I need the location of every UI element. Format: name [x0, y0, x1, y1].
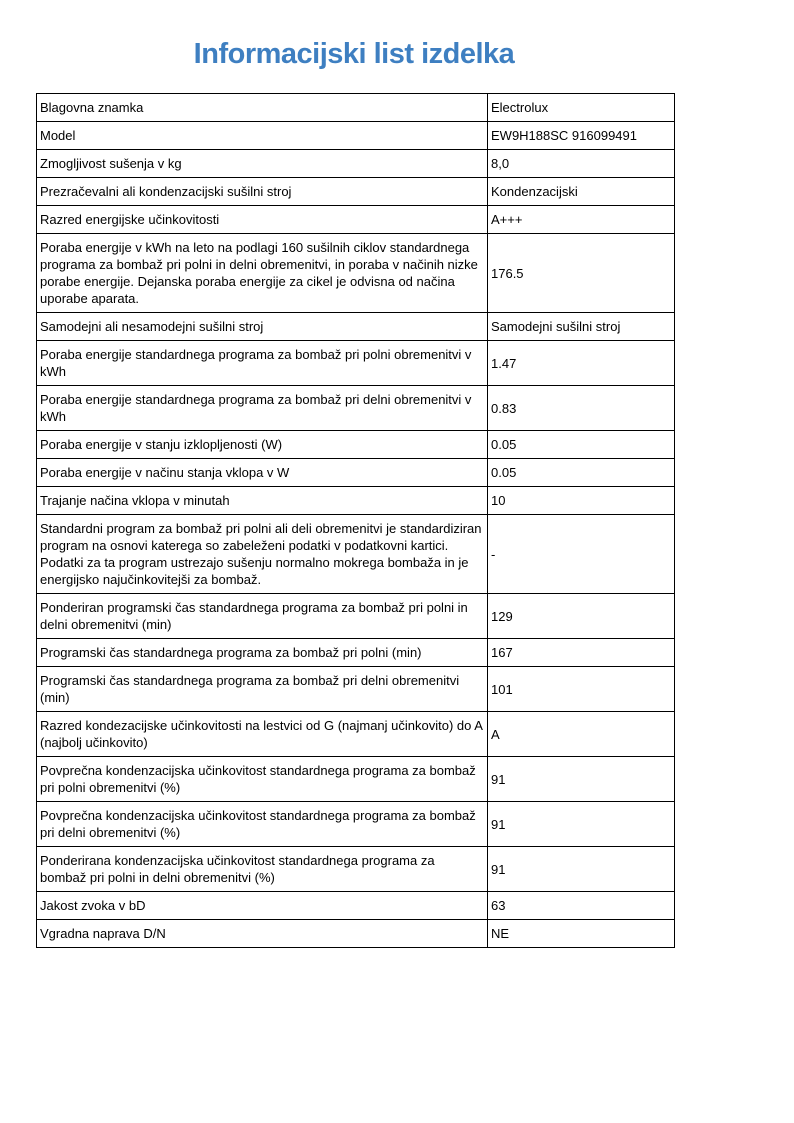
row-label: Poraba energije v načinu stanja vklopa v W — [37, 459, 488, 487]
table-row — [37, 892, 675, 920]
row-value: 129 — [488, 594, 675, 639]
table-row — [37, 94, 675, 122]
table-row — [37, 386, 675, 431]
row-label: Model — [37, 122, 488, 150]
table-row — [37, 712, 675, 757]
table-row — [37, 178, 675, 206]
row-value: 167 — [488, 639, 675, 667]
row-value: 176.5 — [488, 234, 675, 313]
row-value: A+++ — [488, 206, 675, 234]
row-label: Zmogljivost sušenja v kg — [37, 150, 488, 178]
row-value: Samodejni sušilni stroj — [488, 313, 675, 341]
row-value: - — [488, 515, 675, 594]
row-label: Razred kondezacijske učinkovitosti na lestvici od G (najmanj učinkovito) do A (najbolj učinkovito) — [37, 712, 488, 757]
row-value: Electrolux — [488, 94, 675, 122]
table-row — [37, 431, 675, 459]
row-label: Poraba energije v stanju izklopljenosti (W) — [37, 431, 488, 459]
row-label: Poraba energije standardnega programa za bombaž pri delni obremenitvi v kWh — [37, 386, 488, 431]
row-label: Razred energijske učinkovitosti — [37, 206, 488, 234]
row-label: Prezračevalni ali kondenzacijski sušilni stroj — [37, 178, 488, 206]
row-label: Jakost zvoka v bD — [37, 892, 488, 920]
row-value: NE — [488, 920, 675, 948]
table-row — [37, 667, 675, 712]
row-value: 91 — [488, 847, 675, 892]
document-page — [36, 0, 672, 948]
row-value: EW9H188SC 916099491 — [488, 122, 675, 150]
row-label: Poraba energije v kWh na leto na podlagi 160 sušilnih ciklov standardnega programa za bombaž pri polni in delni obremenitvi, in poraba v načinih nizke porabe energije. Dejanska poraba energije za cikel je odvisna od načina uporabe aparata. — [37, 234, 488, 313]
row-value: 1.47 — [488, 341, 675, 386]
row-label: Povprečna kondenzacijska učinkovitost standardnega programa za bombaž pri polni obremenitvi (%) — [37, 757, 488, 802]
table-row — [37, 639, 675, 667]
row-label: Standardni program za bombaž pri polni ali deli obremenitvi je standardiziran program na osnovi katerega so zabeleženi podatki v podatkovni kartici. Podatki za ta program ustrezajo sušenju normalno mokrega bombaža in je energijsko najučinkovitejši za bombaž. — [37, 515, 488, 594]
table-row — [37, 341, 675, 386]
product-info-table — [36, 93, 675, 948]
row-value: 8,0 — [488, 150, 675, 178]
row-value: 101 — [488, 667, 675, 712]
row-label: Poraba energije standardnega programa za bombaž pri polni obremenitvi v kWh — [37, 341, 488, 386]
row-value: A — [488, 712, 675, 757]
row-value: 91 — [488, 802, 675, 847]
table-row — [37, 594, 675, 639]
table-row — [37, 487, 675, 515]
row-label: Programski čas standardnega programa za bombaž pri delni obremenitvi (min) — [37, 667, 488, 712]
product-info-table-body — [37, 94, 675, 948]
row-value: 0.05 — [488, 431, 675, 459]
page-title: Informacijski list izdelka — [193, 38, 515, 70]
row-label: Vgradna naprava D/N — [37, 920, 488, 948]
table-row — [37, 234, 675, 313]
table-row — [37, 802, 675, 847]
row-value: 0.05 — [488, 459, 675, 487]
row-label: Samodejni ali nesamodejni sušilni stroj — [37, 313, 488, 341]
table-row — [37, 847, 675, 892]
row-value: 10 — [488, 487, 675, 515]
row-label: Blagovna znamka — [37, 94, 488, 122]
table-row — [37, 206, 675, 234]
row-value: 91 — [488, 757, 675, 802]
row-label: Povprečna kondenzacijska učinkovitost standardnega programa za bombaž pri delni obremenitvi (%) — [37, 802, 488, 847]
table-row — [37, 515, 675, 594]
table-row — [37, 757, 675, 802]
row-value: 63 — [488, 892, 675, 920]
row-value: 0.83 — [488, 386, 675, 431]
table-row — [37, 920, 675, 948]
table-row — [37, 459, 675, 487]
row-label: Programski čas standardnega programa za bombaž pri polni (min) — [37, 639, 488, 667]
row-label: Trajanje načina vklopa v minutah — [37, 487, 488, 515]
row-value: Kondenzacijski — [488, 178, 675, 206]
row-label: Ponderirana kondenzacijska učinkovitost standardnega programa za bombaž pri polni in delni obremenitvi (%) — [37, 847, 488, 892]
row-label: Ponderiran programski čas standardnega programa za bombaž pri polni in delni obremenitvi (min) — [37, 594, 488, 639]
table-row — [37, 313, 675, 341]
table-row — [37, 150, 675, 178]
table-row — [37, 122, 675, 150]
